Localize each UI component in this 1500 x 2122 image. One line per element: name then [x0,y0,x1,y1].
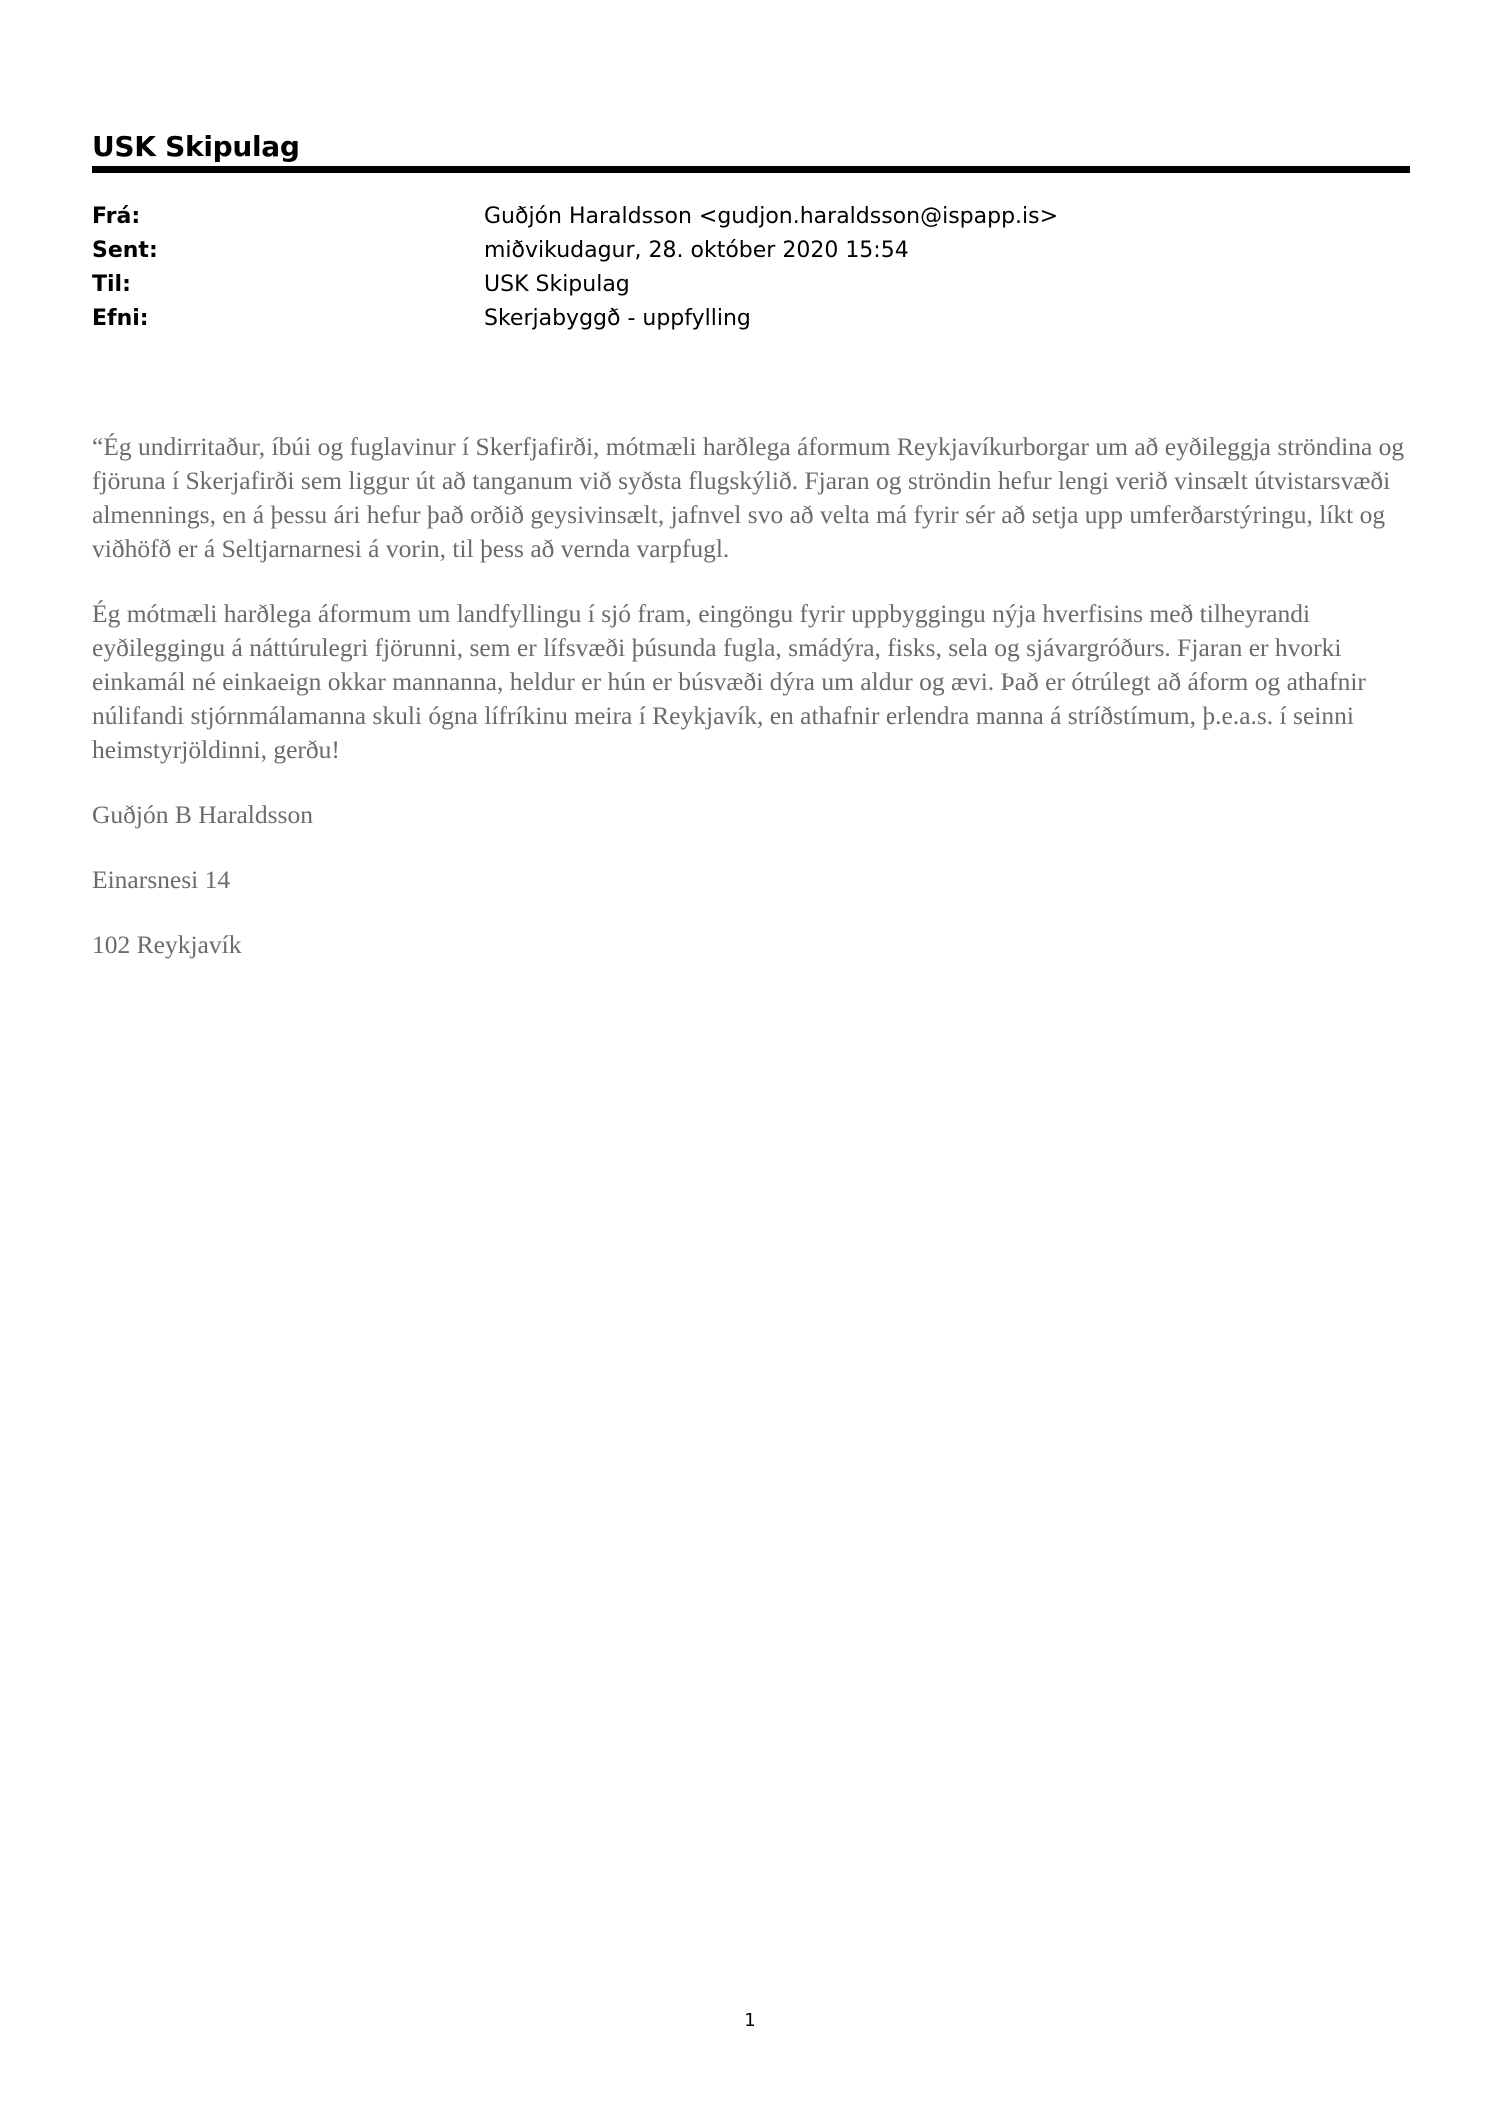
body-paragraph-2: Ég mótmæli harðlega áformum um landfyllingu í sjó fram, eingöngu fyrir uppbyggingu nýja hverfisins með tilheyrandi eyðileggingu á náttúrulegri fjörunni, sem er lífsvæði þúsunda fugla, smádýra, fisks, sela og sjávargróðurs. Fjaran er hvorki einkamál né einkaeign okkar mannanna, heldur er hún er búsvæði dýra um aldur og ævi. Það er ótrúlegt að áform og athafnir núlifandi stjórnmálamanna skuli ógna lífríkinu meira í Reykjavík, en athafnir erlendra manna á stríðstímum, þ.e.a.s. í seinni heimstyrjöldinni, gerðu! [92,599,1366,764]
to-label: Til: [92,272,131,297]
header-row-to [92,268,1410,302]
signature-city: 102 Reykjavík [92,930,242,959]
email-headers [92,200,1410,336]
page-number: 1 [744,2010,756,2031]
signature-block [92,798,1422,962]
from-value: Guðjón Haraldsson <gudjon.haraldsson@ispapp.is> [484,204,1059,229]
sent-value: miðvikudagur, 28. október 2020 15:54 [484,238,909,263]
title-rule [92,166,1410,173]
body-paragraph-1: “Ég undirritaður, íbúi og fuglavinur í Skerfjafirði, mótmæli harðlega áformum Reykjavíkurborgar um að eyðileggja ströndina og fjöruna í Skerjafirði sem liggur út að tanganum við syðsta flugskýlið. Fjaran og ströndin hefur lengi verið vinsælt útvistarsvæði almennings, en á þessu ári hefur það orðið geysivinsælt, jafnvel svo að velta má fyrir sér að setja upp umferðarstýringu, líkt og viðhöfð er á Seltjarnarnesi á vorin, til þess að vernda varpfugl. [92,432,1405,563]
to-value: USK Skipulag [484,272,630,297]
header-row-sent [92,234,1410,268]
sent-label: Sent: [92,238,158,263]
email-body [92,430,1422,993]
signature-street: Einarsnesi 14 [92,865,231,894]
subject-label: Efni: [92,306,149,331]
mailbox-title: USK Skipulag [92,130,300,163]
header-row-subject [92,302,1410,336]
subject-value: Skerjabyggð - uppfylling [484,306,751,331]
header-row-from [92,200,1410,234]
signature-name: Guðjón B Haraldsson [92,800,313,829]
from-label: Frá: [92,204,141,229]
